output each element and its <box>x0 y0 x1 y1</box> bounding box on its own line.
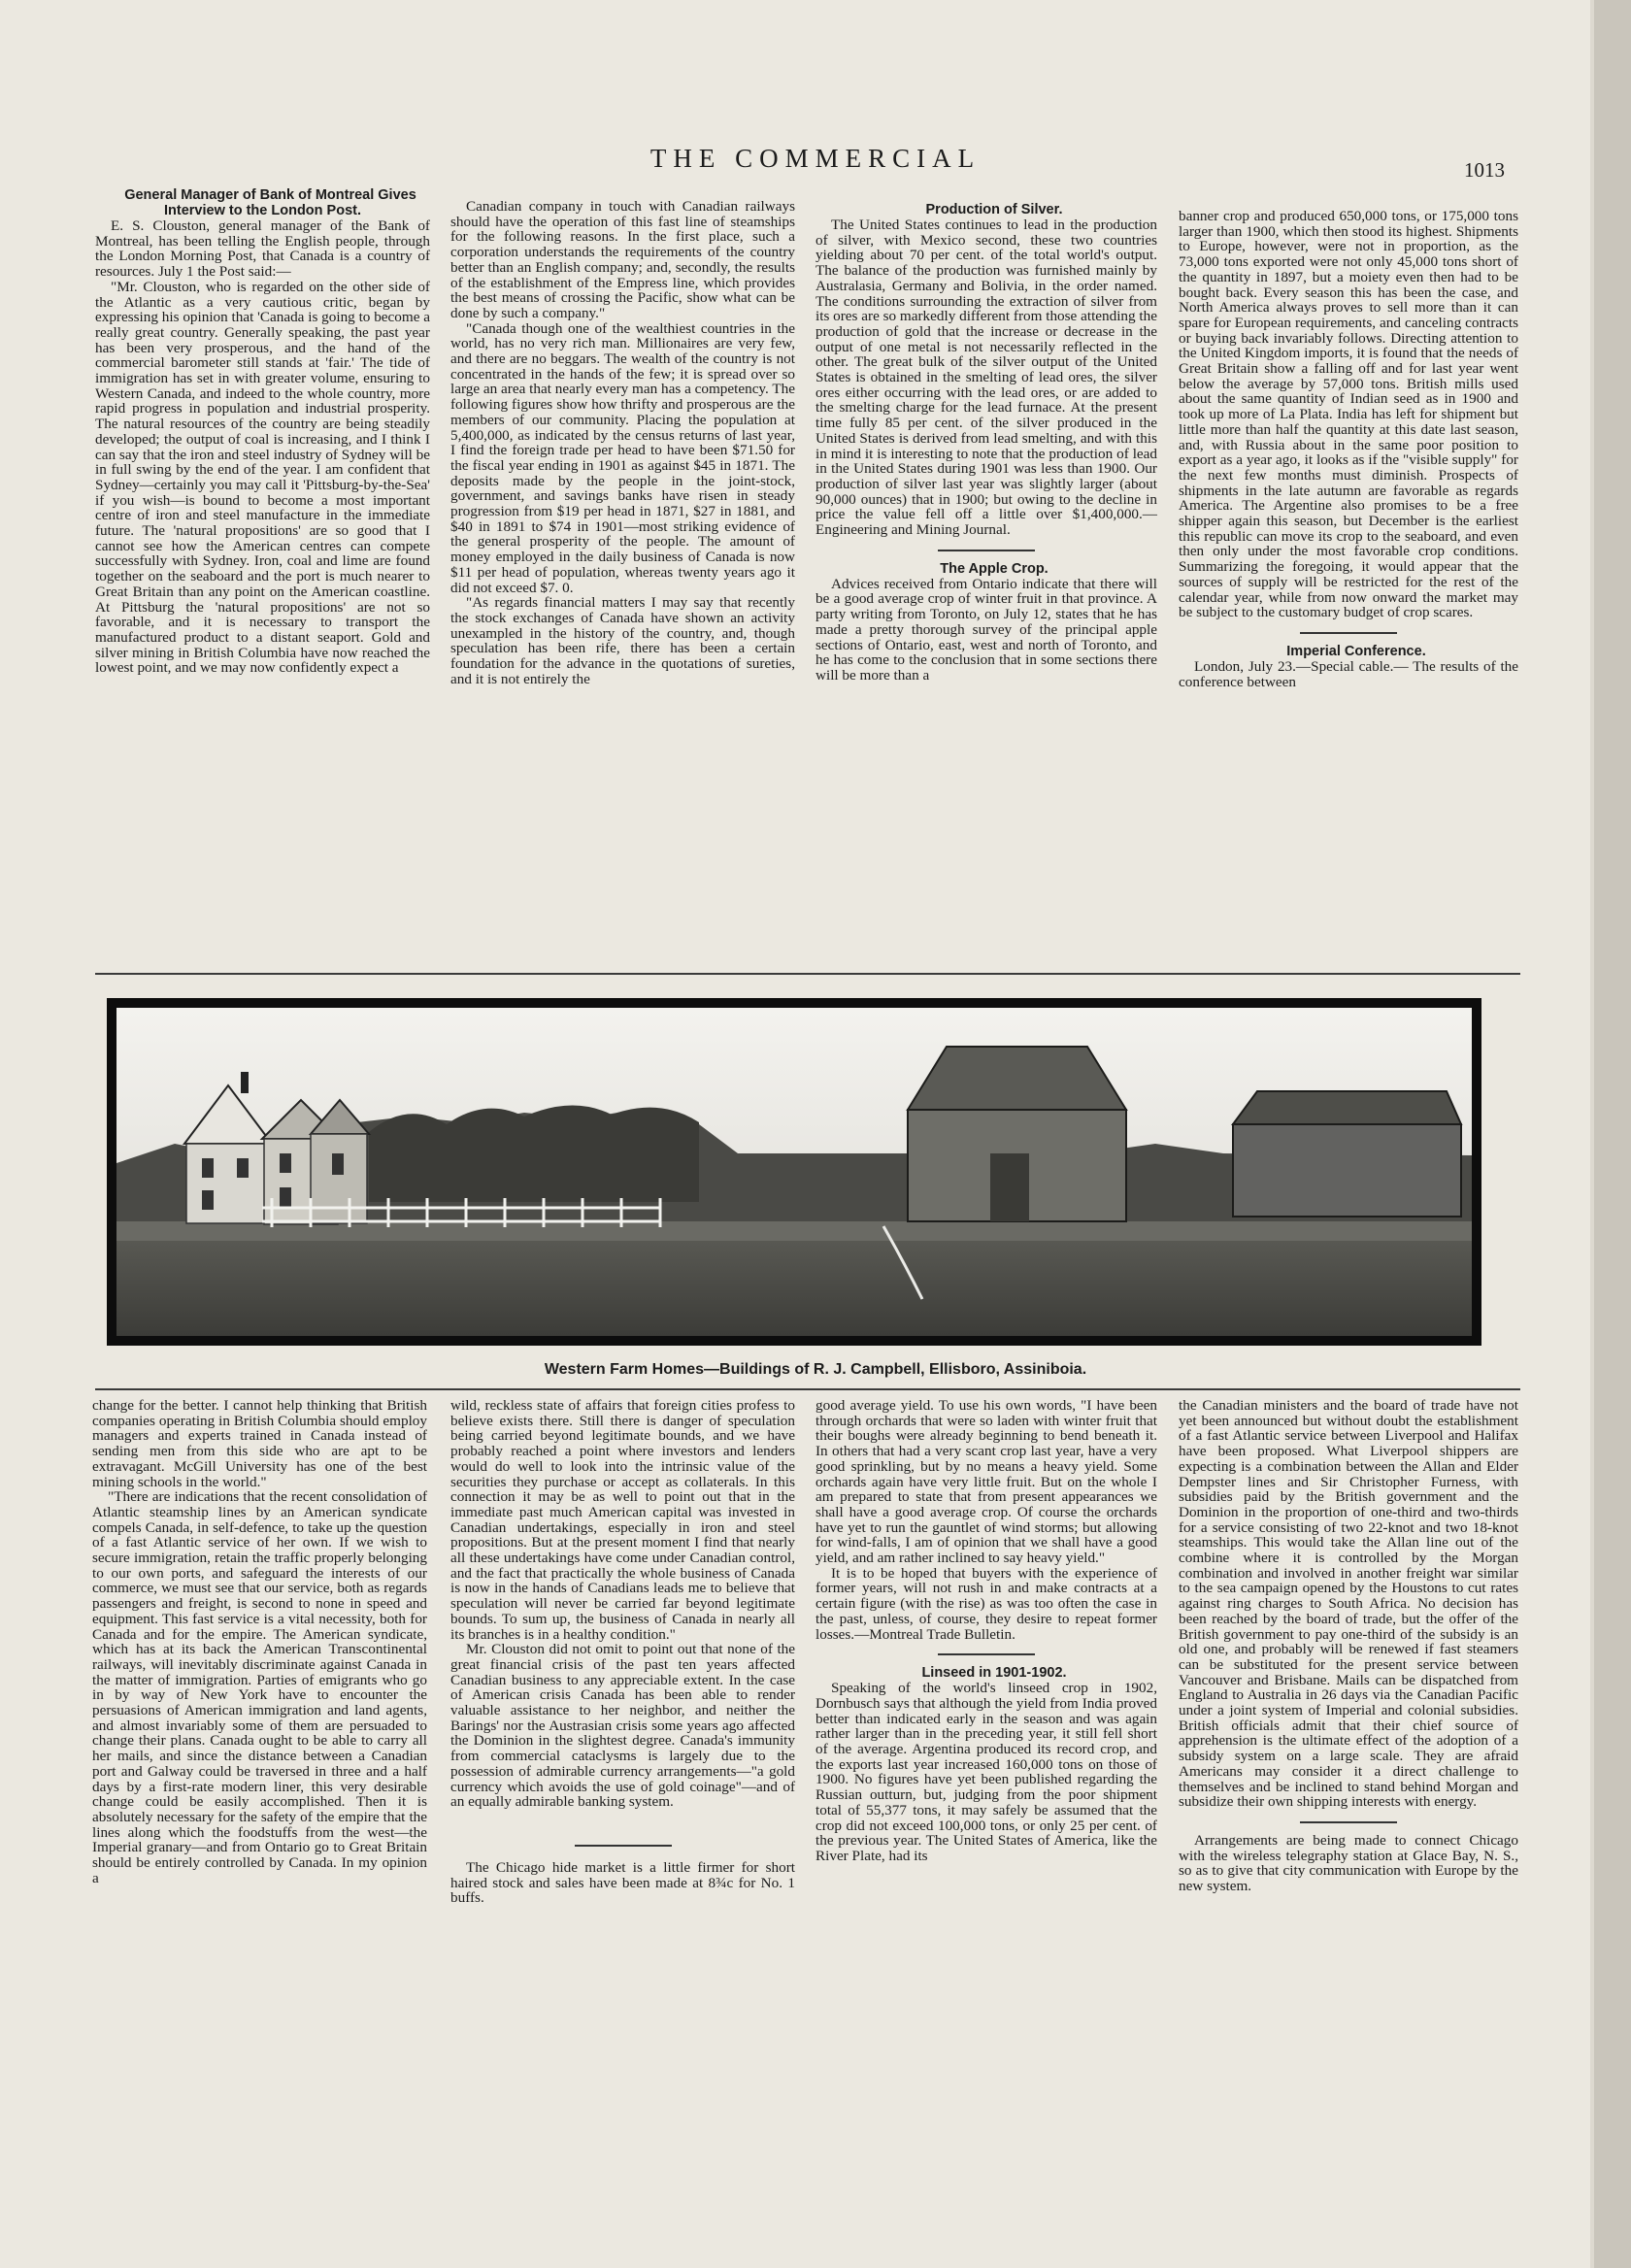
section-divider <box>575 1845 672 1847</box>
top-column-4 <box>1179 209 1518 689</box>
top-column-3 <box>816 202 1157 684</box>
paragraph: "Canada though one of the wealthiest countries in the world, has no very rich man. Millionaires are very few, and there are no beggars. The wealth of the country is not concentrated in the hands of the few; it is spread over so large an area that nearly every man has a competency. The following figures show how thrifty and prosperous are the members of our community. Placing the population at 5,400,000, as indicated by the census returns of last year, I find the foreign trade per head to have been $71.50 for the fiscal year ending in 1901 as against $45 in 1871. The deposits made by the people in the joint-stock, government, and savings banks have risen in steady progression from $19 per head in 1871, $27 in 1881, and $40 in 1891 to $74 in 1901—most striking evidence of the general prosperity of the people. The amount of money employed in the daily business of Canada is now $11 per head of population, whereas twenty years ago it did not exceed $7. 0. <box>450 319 795 596</box>
top-section-rule <box>95 973 1520 975</box>
headline-linseed: Linseed in 1901-1902. <box>921 1665 1067 1682</box>
top-column-2 <box>450 199 795 687</box>
section-divider <box>938 1653 1035 1655</box>
photo-caption: Western Farm Homes—Buildings of R. J. Campbell, Ellisboro, Assiniboia. <box>544 1361 1087 1378</box>
paragraph: "As regards financial matters I may say that recently the stock exchanges of Canada have shown an activity unexampled in the history of the country, and, though speculation has been rife, there has been a certain foundation for the advance in the quotations of sureties, and it is not entirely the <box>450 594 795 687</box>
section-divider <box>1300 632 1397 634</box>
paragraph: Arrangements are being made to connect Chicago with the wireless telegraphy station at Glace Bay, N. S., so as to give that city communication with Europe by the new system. <box>1179 1831 1518 1895</box>
paragraph: E. S. Clouston, general manager of the Bank of Montreal, has been telling the English people, through the London Morning Post, that Canada is a country of resources. July 1 the Post said:— <box>95 217 430 281</box>
paragraph: The Chicago hide market is a little firmer for short haired stock and sales have been made at 8¾c for No. 1 buffs. <box>450 1858 795 1907</box>
paragraph: London, July 23.—Special cable.— The results of the conference between <box>1179 657 1518 690</box>
paragraph: the Canadian ministers and the board of trade have not yet been announced but without doubt the establishment of a fast Atlantic service between Liverpool and Halifax have been proposed. What Liverpool shippers are expecting is a combination between the Allan and Elder Dempster lines and Sir Christopher Furness, with subsidies paid by the British government and the Dominion in the proportion of one-third and two-thirds for a service consisting of two 22-knot and two 18-knot steamships. This would take the Allan line out of the combine where it is controlled by the Morgan combination and involved in another freight war similar to the sea campaign opened by the Houstons to cut rates against ring charges to South Africa. No decision has been reached by the board of trade, but the offer of the British government to pay one-third of the subsidy is an old one, and probably will be renewed if fast steamers can be substituted for the present service between Vancouver and Brisbane. Mails can be dispatched from England to Australia in 26 days via the Canadian Pacific under a joint system of Imperial and colonial subsidies. British officials admit that their chief source of apprehension is the ultimate effect of the adoption of a subsidy system on a large scale. They are afraid Americans may consider it a direct challenge to themselves and be inclined to stand behind Morgan and subsidize their own shipping interests with energy. <box>1179 1397 1518 1811</box>
bottom-column-2 <box>450 1398 795 1906</box>
paragraph: "There are indications that the recent consolidation of Atlantic steamship lines by an American syndicate compels Canada, in self-defence, to take up the question of a fast Atlantic service of her own. If we wish to secure immigration, retain the traffic properly belonging to our own ports, and safeguard the interests of our commerce, we must see that our service, both as regards passengers and freight, is second to none in speed and equipment. This fast service is a vital necessity, both for Canada and for the empire. The American syndicate, which has at its back the American Transcontinental railways, will inevitably discriminate against Canada in the matter of immigration. Parties of emigrants who go in by way of New York have to encounter the persuasions of American immigration and land agents, and almost invariably some of them are persuaded to change their plans. Canada ought to be able to carry all her mails, and since the distance between a Canadian port and Galway could be traversed in three and a half days by a first-rate modern liner, this very desirable change could be easily accomplished. Then it is absolutely necessary for the safety of the empire that the lines along which the foodstuffs from the west—the Imperial granary—and from Ontario go to Great Britain should be entirely controlled by Canada. In my opinion a <box>92 1488 427 1886</box>
paragraph: good average yield. To use his own words, "I have been through orchards that were so laden with winter fruit that their boughs were already beginning to bend beneath it. In others that had a very scant crop last year, have a very good sprinkling, but by no means a heavy yield. Some orchards again have very little fruit. But on the whole I am prepared to state that from present appearances we shall have a good average crop. Of course the orchards have yet to run the gauntlet of wind storms; but allowing for wind-falls, I am of opinion that we shall have a good yield, and am rather inclined to say heavy yield." <box>816 1397 1157 1567</box>
paragraph: Mr. Clouston did not omit to point out that none of the great financial crisis of the past ten years affected Canadian business to any appreciable extent. In the case of American crisis Canada has been able to render valuable assistance to her neighbor, and neither the Barings' nor the Austrasian crisis some years ago affected the Dominion in the slightest degree. Canada's immunity from commercial cataclysms is largely due to the possession of admirable currency arrangements—"a gold currency which avoids the use of gold coinage"—and of an equally admirable banking system. <box>450 1641 795 1811</box>
headline-imperial-conference: Imperial Conference. <box>1286 643 1426 659</box>
paragraph: Speaking of the world's linseed crop in 1902, Dornbusch says that although the yield from India proved better than indicated early in the season and was again rather larger than in the preceding year, it still fell short of the average. Argentina produced its record crop, and the exports last year increased 160,000 tons on those of 1900. No figures have yet been published regarding the Russian outturn, but, judging from the poor shipment total of 55,377 tons, it may safely be assumed that the crop did not exceed 100,000 tons, or only 25 per cent. of the previous year. The United States of America, like the River Plate, had its <box>816 1680 1157 1864</box>
paragraph: Canadian company in touch with Canadian railways should have the operation of this fast line of steamships for the following reasons. In the first place, such a corporation understands the requirements of the country better than an English company; and, secondly, the results of the establishment of the Empress line, which provides the best means of crossing the Pacific, show what can be done by such a company." <box>450 198 795 321</box>
masthead: THE COMMERCIAL <box>649 144 982 173</box>
page-edge <box>1594 0 1631 2268</box>
bottom-column-4 <box>1179 1398 1518 1894</box>
paragraph: It is to be hoped that buyers with the experience of former years, will not rush in and make contracts at a certain figure (with the rise) as was too often the case in the past, unless, of course, they desire to repeat former losses.—Montreal Trade Bulletin. <box>816 1564 1157 1643</box>
section-divider <box>938 550 1035 551</box>
headline-apple-crop: The Apple Crop. <box>940 560 1048 577</box>
headline-production-of-silver: Production of Silver. <box>925 202 1063 217</box>
headline-bank-of-montreal: General Manager of Bank of Montreal Gives Interview to the London Post. <box>124 187 416 218</box>
caption-rule <box>95 1388 1520 1390</box>
paragraph: change for the better. I cannot help thinking that British companies operating in British Columbia should employ managers and experts trained in Canada instead of sending men from this side who are apt to be extravagant. McGill University has one of the best mining schools in the world." <box>92 1397 427 1490</box>
paragraph: wild, reckless state of affairs that foreign cities profess to believe exists there. Still there is danger of speculation being carried beyond legitimate bounds, and we have probably reached a point where investors and lenders would do well to look into the intrinsic value of the securities they purchase or accept as collaterals. In this connection it may be as well to point out that in the immediate past much American capital was invested in Canadian undertakings, especially in iron and steel propositions. But at the present moment I find that nearly all these undertakings have come under Canadian control, and the fact that practically the whole business of Canada is now in the hands of Canadians leads me to believe that speculation will never be carried far beyond legitimate bounds. To sum up, the business of Canada in nearly all its branches is in a healthy condition." <box>450 1397 795 1643</box>
paragraph: Advices received from Ontario indicate that there will be a good average crop of winter fruit in that province. A party writing from Toronto, on July 12, states that he has made a pretty thorough survey of the principal apple sections of Ontario, east, west and north of Toronto, and he has come to the conclusion that in some sections there will be more than a <box>816 575 1157 684</box>
section-divider <box>1300 1821 1397 1823</box>
paragraph: "Mr. Clouston, who is regarded on the other side of the Atlantic as a very cautious critic, began by expressing his opinion that 'Canada is going to become a really great country. Generally speaking, the past year has been very prosperous, and the hand of the commercial barometer still stands at 'fair.' The tide of immigration has set in with greater volume, ensuring to Western Canada, and indeed to the whole country, more rapid progress in population and industrial prosperity. The natural resources of the country are being steadily developed; the output of coal is increasing, and I think I can say that the iron and steel industry of Sydney will be in full swing by the end of the year. I am confident that Sydney—certainly you may call it 'Pittsburg-by-the-Sea' if you wish—is bound to become a most important centre of iron and steel manufacture in the immediate future. The 'natural propositions' are so good that I cannot see how the American centres can compete successfully with Sydney. Iron, coal and lime are found together on the seaboard and the port is much nearer to Great Britain than any point on the American coastline. At Pittsburg the 'natural propositions' are not so favorable, and it is necessary to transport the manufactured product to a distant seaport. Gold and silver mining in British Columbia have now reached the lowest point, and we may now confidently expect a <box>95 278 430 677</box>
bottom-column-1 <box>92 1398 427 1886</box>
page-number: 1013 <box>1464 158 1505 182</box>
page-edge-shadow <box>1590 0 1594 2268</box>
bottom-column-3 <box>816 1398 1157 1864</box>
top-column-1 <box>95 187 430 676</box>
farm-scene-image <box>116 1008 1472 1336</box>
farm-photograph <box>107 998 1481 1346</box>
paragraph: The United States continues to lead in the production of silver, with Mexico second, these two countries yielding about 70 per cent. of the total world's output. The balance of the production was furnished mainly by Australasia, Germany and Bolivia, in the order named. The conditions surrounding the extraction of silver from its ores are so markedly different from those attending the production of gold that the increase or decrease in the output of one metal is not necessarily reflected in the other. The great bulk of the silver output of the United States is obtained in the smelting of lead ores, the silver ores either occurring with the lead ores, or are added to the smelting charge for the lead furnace. At the present time fully 85 per cent. of the silver produced in the United States is derived from lead smelting, and with this in mind it is interesting to note that the production of lead in the United States during 1901 was less than 1900. Our production of silver last year was slightly larger (about 90,000 ounces) that in 1900; but owing to the decline in price the value fell off a little over $1,400,000.—Engineering and Mining Journal. <box>816 217 1157 539</box>
paragraph: banner crop and produced 650,000 tons, or 175,000 tons larger than 1900, which then stood its highest. Shipments to Europe, however, were not in proportion, as the 73,000 tons exported were not only 45,000 tons short of the quantity in 1897, but a moiety even then had to be bought back. Every season this has been the case, and North America always proves to sell more than it can spare for European requirements, and canceling contracts or buying back invariably follows. Directing attention to the United Kingdom imports, it is found that the needs of Great Britain show a falling off and for last year went below the average by 57,000 tons. British mills used about the same quantity of Indian seed as in 1900 and took up more of La Plata. India has left for shipment but little more than half the quantity at this date last season, and, with Russia about in the same poor position to export as a year ago, it looks as if the "visible supply" for the next few months must diminish. Prospects of shipments in the late autumn are favorable as regards America. The Argentine also promises to be a free shipper again this season, but December is the earliest this republic can move its crop to the seaboard, and even then only under the most favorable crop conditions. Summarizing the foregoing, it would appear that the sources of supply will be restricted for the rest of the calendar year, while from now onward the market may be subject to the customary budget of crop scares. <box>1179 208 1518 621</box>
